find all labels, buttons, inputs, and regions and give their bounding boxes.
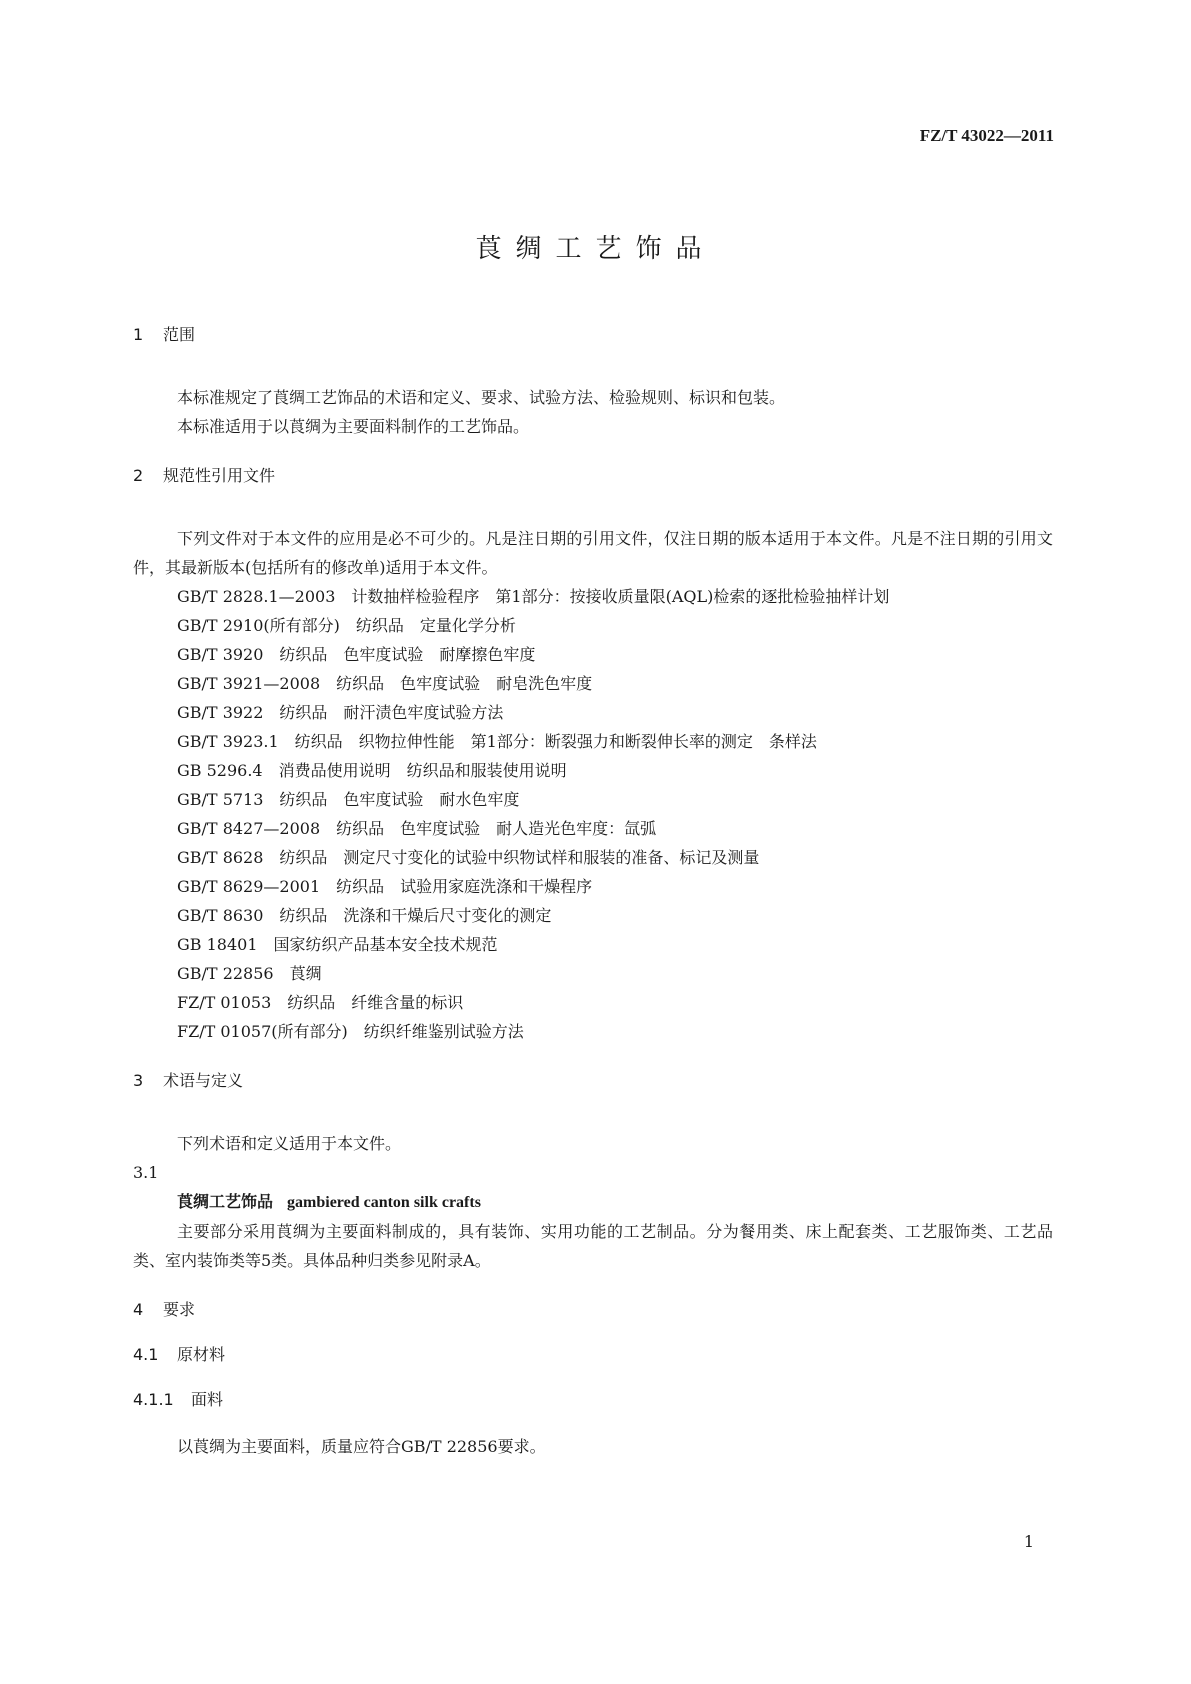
reference-item: GB 18401 国家纺织产品基本安全技术规范 — [177, 935, 498, 954]
term-entry: 莨绸工艺饰品 gambiered canton silk crafts — [177, 1192, 481, 1211]
subsection-heading-raw-materials: 4.1 原材料 — [133, 1345, 226, 1364]
paragraph: 本标准适用于以莨绸为主要面料制作的工艺饰品。 — [177, 417, 530, 436]
reference-item: GB 5296.4 消费品使用说明 纺织品和服装使用说明 — [177, 761, 567, 780]
reference-item: GB/T 22856 莨绸 — [177, 964, 322, 983]
reference-item: GB/T 8628 纺织品 测定尺寸变化的试验中织物试样和服装的准备、标记及测量 — [177, 848, 760, 867]
document-title: 莨绸工艺饰品 — [475, 234, 716, 264]
paragraph: 本标准规定了莨绸工艺饰品的术语和定义、要求、试验方法、检验规则、标识和包装。 — [177, 388, 786, 407]
section-heading-terms: 3 术语与定义 — [133, 1071, 244, 1090]
document-body — [133, 322, 1053, 1461]
section-heading-requirements: 4 要求 — [133, 1300, 196, 1319]
standard-number: FZ/T 43022—2011 — [919, 126, 1054, 145]
reference-item: GB/T 3921—2008 纺织品 色牢度试验 耐皂洗色牢度 — [177, 674, 593, 693]
reference-item: GB/T 3920 纺织品 色牢度试验 耐摩擦色牢度 — [177, 645, 536, 664]
reference-item: GB/T 8629—2001 纺织品 试验用家庭洗涤和干燥程序 — [177, 877, 593, 896]
reference-item: GB/T 8427—2008 纺织品 色牢度试验 耐人造光色牢度：氙弧 — [177, 819, 657, 838]
reference-item: FZ/T 01057(所有部分) 纺织纤维鉴别试验方法 — [177, 1022, 524, 1041]
paragraph: 以莨绸为主要面料，质量应符合GB/T 22856要求。 — [177, 1437, 546, 1456]
subsection-heading-fabric: 4.1.1 面料 — [133, 1390, 224, 1409]
paragraph: 下列术语和定义适用于本文件。 — [177, 1134, 402, 1153]
reference-item: GB/T 3922 纺织品 耐汗渍色牢度试验方法 — [177, 703, 504, 722]
reference-item: GB/T 2828.1—2003 计数抽样检验程序 第1部分：按接收质量限(AQL)检索的逐批检验抽样计划 — [177, 587, 890, 606]
term-definition: 主要部分采用莨绸为主要面料制成的，具有装饰、实用功能的工艺制品。分为餐用类、床上配套类、工艺服饰类、工艺品类、室内装饰类等5类。具体品种归类参见附录A。 — [133, 1222, 1053, 1270]
reference-item: GB/T 3923.1 纺织品 织物拉伸性能 第1部分：断裂强力和断裂伸长率的测定 条样法 — [177, 732, 817, 751]
page-number: 1 — [1023, 1532, 1034, 1551]
paragraph: 下列文件对于本文件的应用是必不可少的。凡是注日期的引用文件，仅注日期的版本适用于本文件。凡是不注日期的引用文件，其最新版本(包括所有的修改单)适用于本文件。 — [133, 529, 1053, 577]
section-heading-normative-references: 2 规范性引用文件 — [133, 466, 276, 485]
reference-item: GB/T 2910(所有部分) 纺织品 定量化学分析 — [177, 616, 516, 635]
term-number: 3.1 — [133, 1163, 159, 1182]
reference-item: FZ/T 01053 纺织品 纤维含量的标识 — [177, 993, 464, 1012]
reference-item: GB/T 8630 纺织品 洗涤和干燥后尺寸变化的测定 — [177, 906, 552, 925]
reference-item: GB/T 5713 纺织品 色牢度试验 耐水色牢度 — [177, 790, 520, 809]
section-heading-scope: 1 范围 — [133, 325, 196, 344]
